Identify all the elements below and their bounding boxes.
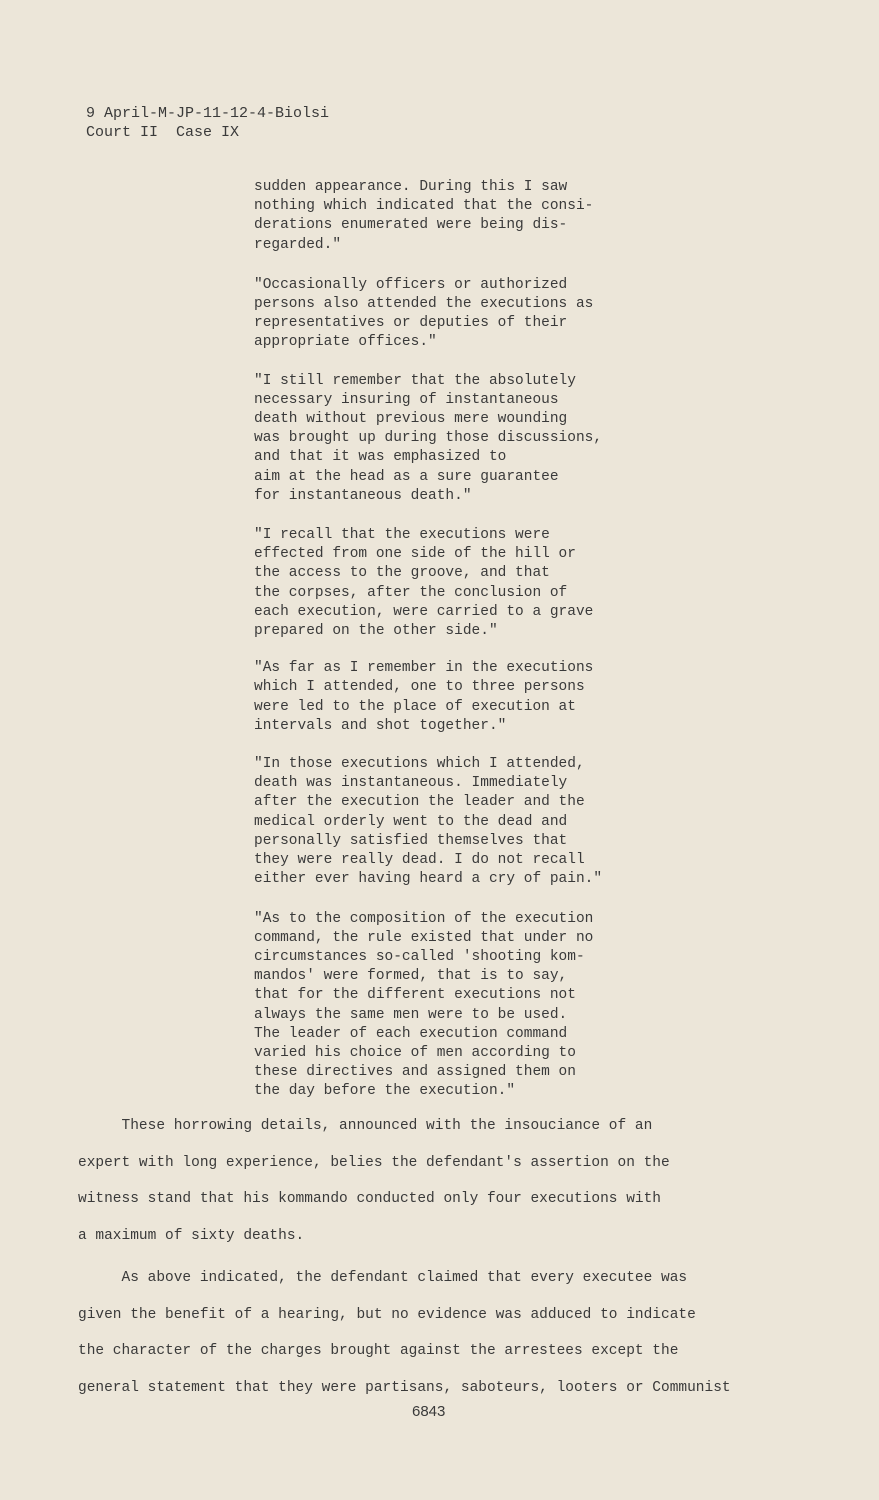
quote-paragraph: sudden appearance. During this I saw nothing which indicated that the consi- derations enumerated were being dis- regarded.": [254, 179, 594, 253]
body-line: expert with long experience, belies the defendant's assertion on the: [78, 1154, 670, 1171]
body-paragraph-2: [78, 1268, 818, 1414]
body-line: As above indicated, the defendant claimed that every executee was: [78, 1270, 688, 1286]
quote-paragraph: "As far as I remember in the executions which I attended, one to three persons were led to the place of execution at intervals and shot together.": [254, 660, 594, 734]
quote-paragraph: "I still remember that the absolutely necessary insuring of instantaneous death without previous mere wounding was brought up during those discussions, and that it was emphasized to aim at the head as a sure guarantee for instantaneous death.": [254, 372, 603, 504]
quote-paragraph: "I recall that the executions were effected from one side of the hill or the access to the groove, and that the corpses, after the conclusion of each execution, were carried to a grave prepared on the other side.": [254, 527, 594, 640]
quote-paragraph: "As to the composition of the execution command, the rule existed that under no circumstances so-called 'shooting kom- mandos' were formed, that is to say, that for the different executions not always the same men were to be used. The leader of each execution command varied his choice of men according to these directives and assigned them on the day before the execution.": [254, 910, 594, 1100]
body-line: given the benefit of a hearing, but no evidence was adduced to indicate: [78, 1306, 696, 1323]
quote-paragraph: "Occasionally officers or authorized persons also attended the executions as representatives or deputies of their appropriate offices.": [254, 276, 594, 351]
page-number: 6843: [412, 1403, 446, 1420]
document-header: [86, 104, 329, 142]
body-line: general statement that they were partisans, saboteurs, looters or Communist: [78, 1379, 731, 1396]
body-line: These horrowing details, announced with the insouciance of an: [78, 1118, 653, 1134]
body-line: the character of the charges brought against the arrestees except the: [78, 1343, 679, 1359]
body-line: a maximum of sixty deaths.: [78, 1227, 305, 1244]
body-paragraph-1: [78, 1116, 818, 1262]
quoted-testimony: [254, 178, 654, 1121]
header-reference: 9 April-M-JP-11-12-4-Biolsi: [86, 105, 330, 122]
body-line: witness stand that his kommando conducted only four executions with: [78, 1191, 661, 1207]
header-court-case: Court II Case IX: [86, 124, 240, 141]
quote-paragraph: "In those executions which I attended, death was instantaneous. Immediately after the execution the leader and the medical orderly went to the dead and personally satisfied themselves that they were really dead. I do not recall either ever having heard a cry of pain.": [254, 756, 603, 888]
